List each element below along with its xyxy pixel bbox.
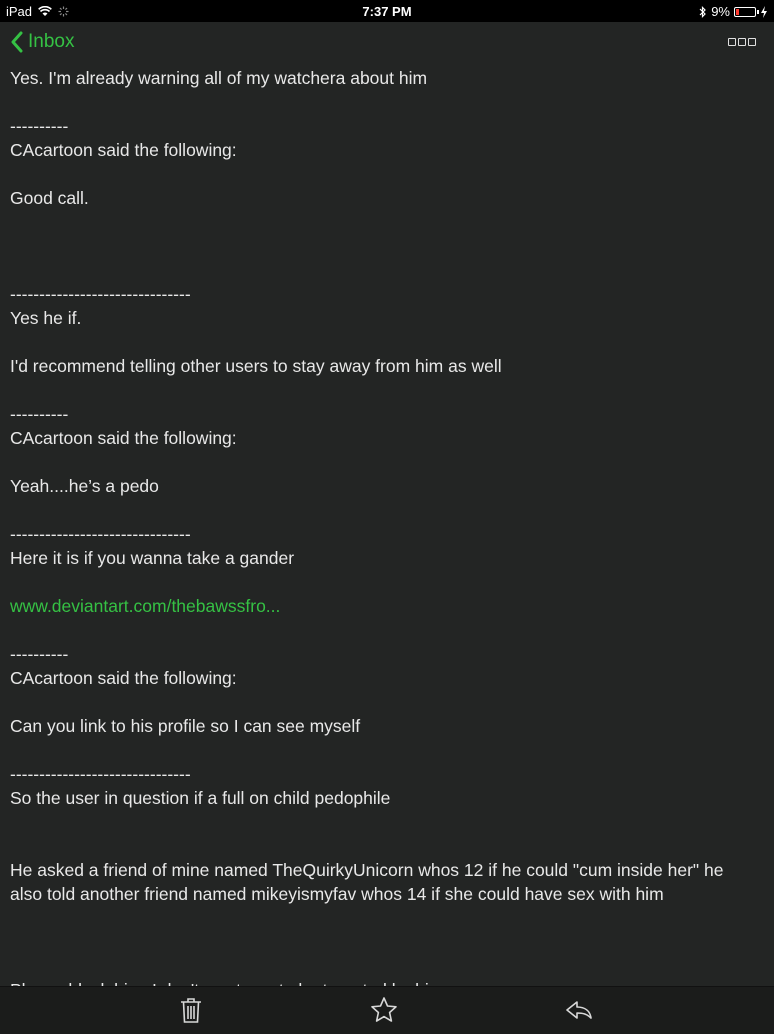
blank-line	[10, 810, 760, 834]
blank-line	[10, 258, 760, 282]
message-line: CAcartoon said the following:	[10, 140, 237, 160]
device-label: iPad	[6, 4, 33, 19]
blank-line	[10, 210, 760, 234]
status-time: 7:37 PM	[362, 4, 412, 19]
blank-line	[10, 234, 760, 258]
message-line: Yes he if.	[10, 308, 82, 328]
bottom-toolbar	[0, 986, 774, 1034]
message-line: Yes. I'm already warning all of my watchera about him	[10, 68, 428, 88]
message-line: -------------------------------	[10, 764, 191, 784]
blank-line	[10, 906, 760, 930]
message-line: Yeah....he’s a pedo	[10, 476, 159, 496]
nav-bar	[0, 22, 774, 66]
blank-line	[10, 738, 760, 762]
message-line: CAcartoon said the following:	[10, 668, 237, 688]
blank-line	[10, 570, 760, 594]
blank-line	[10, 498, 760, 522]
message-line: -------------------------------	[10, 524, 191, 544]
status-bar	[0, 0, 774, 22]
message-line: So the user in question if a full on child pedophile	[10, 788, 391, 808]
blank-line	[10, 90, 760, 114]
back-to-inbox-button[interactable]	[10, 31, 74, 53]
trash-icon[interactable]	[177, 996, 205, 1024]
blank-line	[10, 690, 760, 714]
more-dot-icon	[728, 38, 736, 46]
blank-line	[10, 378, 760, 402]
message-line: ----------	[10, 116, 69, 136]
message-line: He asked a friend of mine named TheQuirkyUnicorn whos 12 if he could "cum inside her" he	[10, 860, 724, 880]
chevron-left-icon	[10, 31, 24, 53]
message-line: Good call.	[10, 188, 89, 208]
back-label: Inbox	[28, 31, 75, 52]
message-line: CAcartoon said the following:	[10, 428, 237, 448]
blank-line	[10, 618, 760, 642]
charging-bolt-icon	[760, 6, 768, 18]
blank-line	[10, 954, 760, 978]
message-line: ----------	[10, 404, 69, 424]
message-line: ----------	[10, 644, 69, 664]
profile-link[interactable]: www.deviantart.com/thebawssfro...	[10, 596, 281, 616]
battery-percent: 9%	[711, 4, 730, 19]
blank-line	[10, 834, 760, 858]
message-line: Can you link to his profile so I can see myself	[10, 716, 361, 736]
reply-icon[interactable]	[565, 996, 593, 1024]
blank-line	[10, 330, 760, 354]
star-icon[interactable]	[370, 996, 398, 1024]
battery-icon	[734, 7, 756, 17]
message-line: Here it is if you wanna take a gander	[10, 548, 295, 568]
more-dot-icon	[738, 38, 746, 46]
blank-line	[10, 162, 760, 186]
more-options-button[interactable]	[728, 38, 756, 46]
message-line: I'd recommend telling other users to stay away from him as well	[10, 356, 502, 376]
message-line: -------------------------------	[10, 284, 191, 304]
blank-line	[10, 930, 760, 954]
message-body	[10, 66, 760, 1002]
message-line: also told another friend named mikeyismyfav whos 14 if she could have sex with him	[10, 884, 664, 904]
blank-line	[10, 450, 760, 474]
bluetooth-icon	[699, 6, 707, 18]
more-dot-icon	[748, 38, 756, 46]
